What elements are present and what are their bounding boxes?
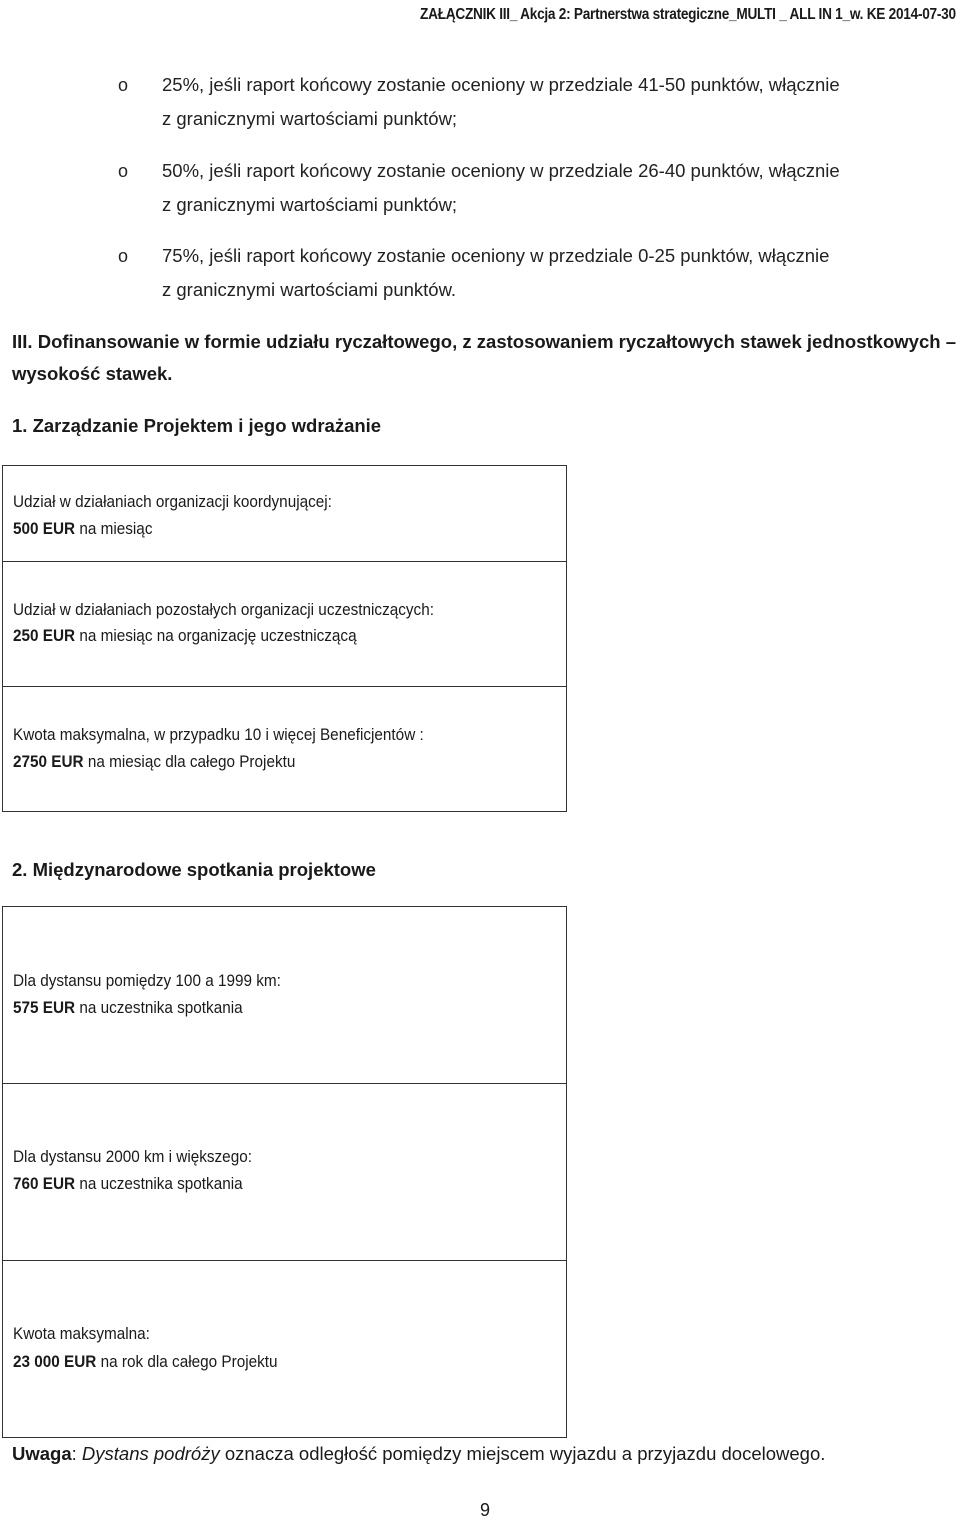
list-item-line1: 50%, jeśli raport końcowy zostanie oceniony w przedziale 26-40 punktów, włącznie [162,160,840,181]
rate-value [13,752,295,772]
list-item-line1: 25%, jeśli raport końcowy zostanie oceniony w przedziale 41-50 punktów, włącznie [162,74,840,95]
rate-suffix: na uczestnika spotkania [75,998,243,1017]
note-colon: : [71,1443,82,1464]
rate-label: Udział w działaniach organizacji koordynującej: [13,492,332,511]
rate-suffix: na miesiąc na organizację uczestniczącą [75,626,357,645]
rate-suffix: na rok dla całego Projektu [96,1352,278,1371]
rate-amount: 250 EUR [13,626,76,645]
rate-label: Kwota maksymalna: [13,1324,150,1343]
section-heading: III. Dofinansowanie w formie udziału ryczałtowego, z zastosowaniem ryczałtowych stawek jednostkowych – wysokość stawek. [12,331,956,384]
rate-suffix: na miesiąc [75,519,153,538]
rate-suffix: na miesiąc dla całego Projektu [83,752,296,771]
rate-row [3,687,566,811]
rate-value [13,998,243,1018]
list-item-line1: 75%, jeśli raport końcowy zostanie oceniony w przedziale 0-25 punktów, włącznie [162,245,830,266]
rate-row [3,1261,566,1437]
rate-amount: 575 EUR [13,998,76,1017]
note-label: Uwaga [12,1443,72,1464]
rates-table-management [2,465,567,812]
note-text: oznacza odległość pomiędzy miejscem wyjazdu a przyjazdu docelowego. [219,1443,826,1464]
rate-value [13,519,152,539]
distance-note [12,1441,825,1467]
rate-value [13,1174,243,1194]
page-number: 9 [479,1500,490,1520]
rate-label: Dla dystansu 2000 km i większego: [13,1147,252,1166]
document-header: ZAŁĄCZNIK III_ Akcja 2: Partnerstwa strategiczne_MULTI _ ALL IN 1_w. KE 2014-07-30 [420,6,956,23]
rate-row [3,466,566,562]
rate-row [3,907,566,1084]
rate-value [13,1352,278,1372]
rate-amount: 23 000 EUR [13,1352,97,1371]
bullet-marker: o [118,246,129,266]
rate-label: Kwota maksymalna, w przypadku 10 i więcej Beneficjentów : [13,725,424,744]
rate-amount: 760 EUR [13,1174,76,1193]
bullet-marker: o [118,161,129,181]
rate-amount: 500 EUR [13,519,76,538]
rate-label: Udział w działaniach pozostałych organizacji uczestniczących: [13,600,434,619]
list-item-text [162,154,952,222]
rate-label: Dla dystansu pomiędzy 100 a 1999 km: [13,971,281,990]
bullet-marker: o [118,75,129,95]
list-item-line2: z granicznymi wartościami punktów; [162,108,458,129]
list-item-text [162,68,952,136]
rate-amount: 2750 EUR [13,752,84,771]
rate-row [3,562,566,687]
note-term: Dystans podróży [81,1443,220,1464]
list-item-line2: z granicznymi wartościami punktów. [162,279,457,300]
subsection-heading: 2. Międzynarodowe spotkania projektowe [12,859,376,880]
rate-value [13,626,357,646]
rate-suffix: na uczestnika spotkania [75,1174,243,1193]
rates-table-meetings [2,906,567,1438]
rate-row [3,1084,566,1261]
list-item-text [162,239,952,307]
list-item-line2: z granicznymi wartościami punktów; [162,194,458,215]
subsection-heading: 1. Zarządzanie Projektem i jego wdrażanie [12,415,382,436]
